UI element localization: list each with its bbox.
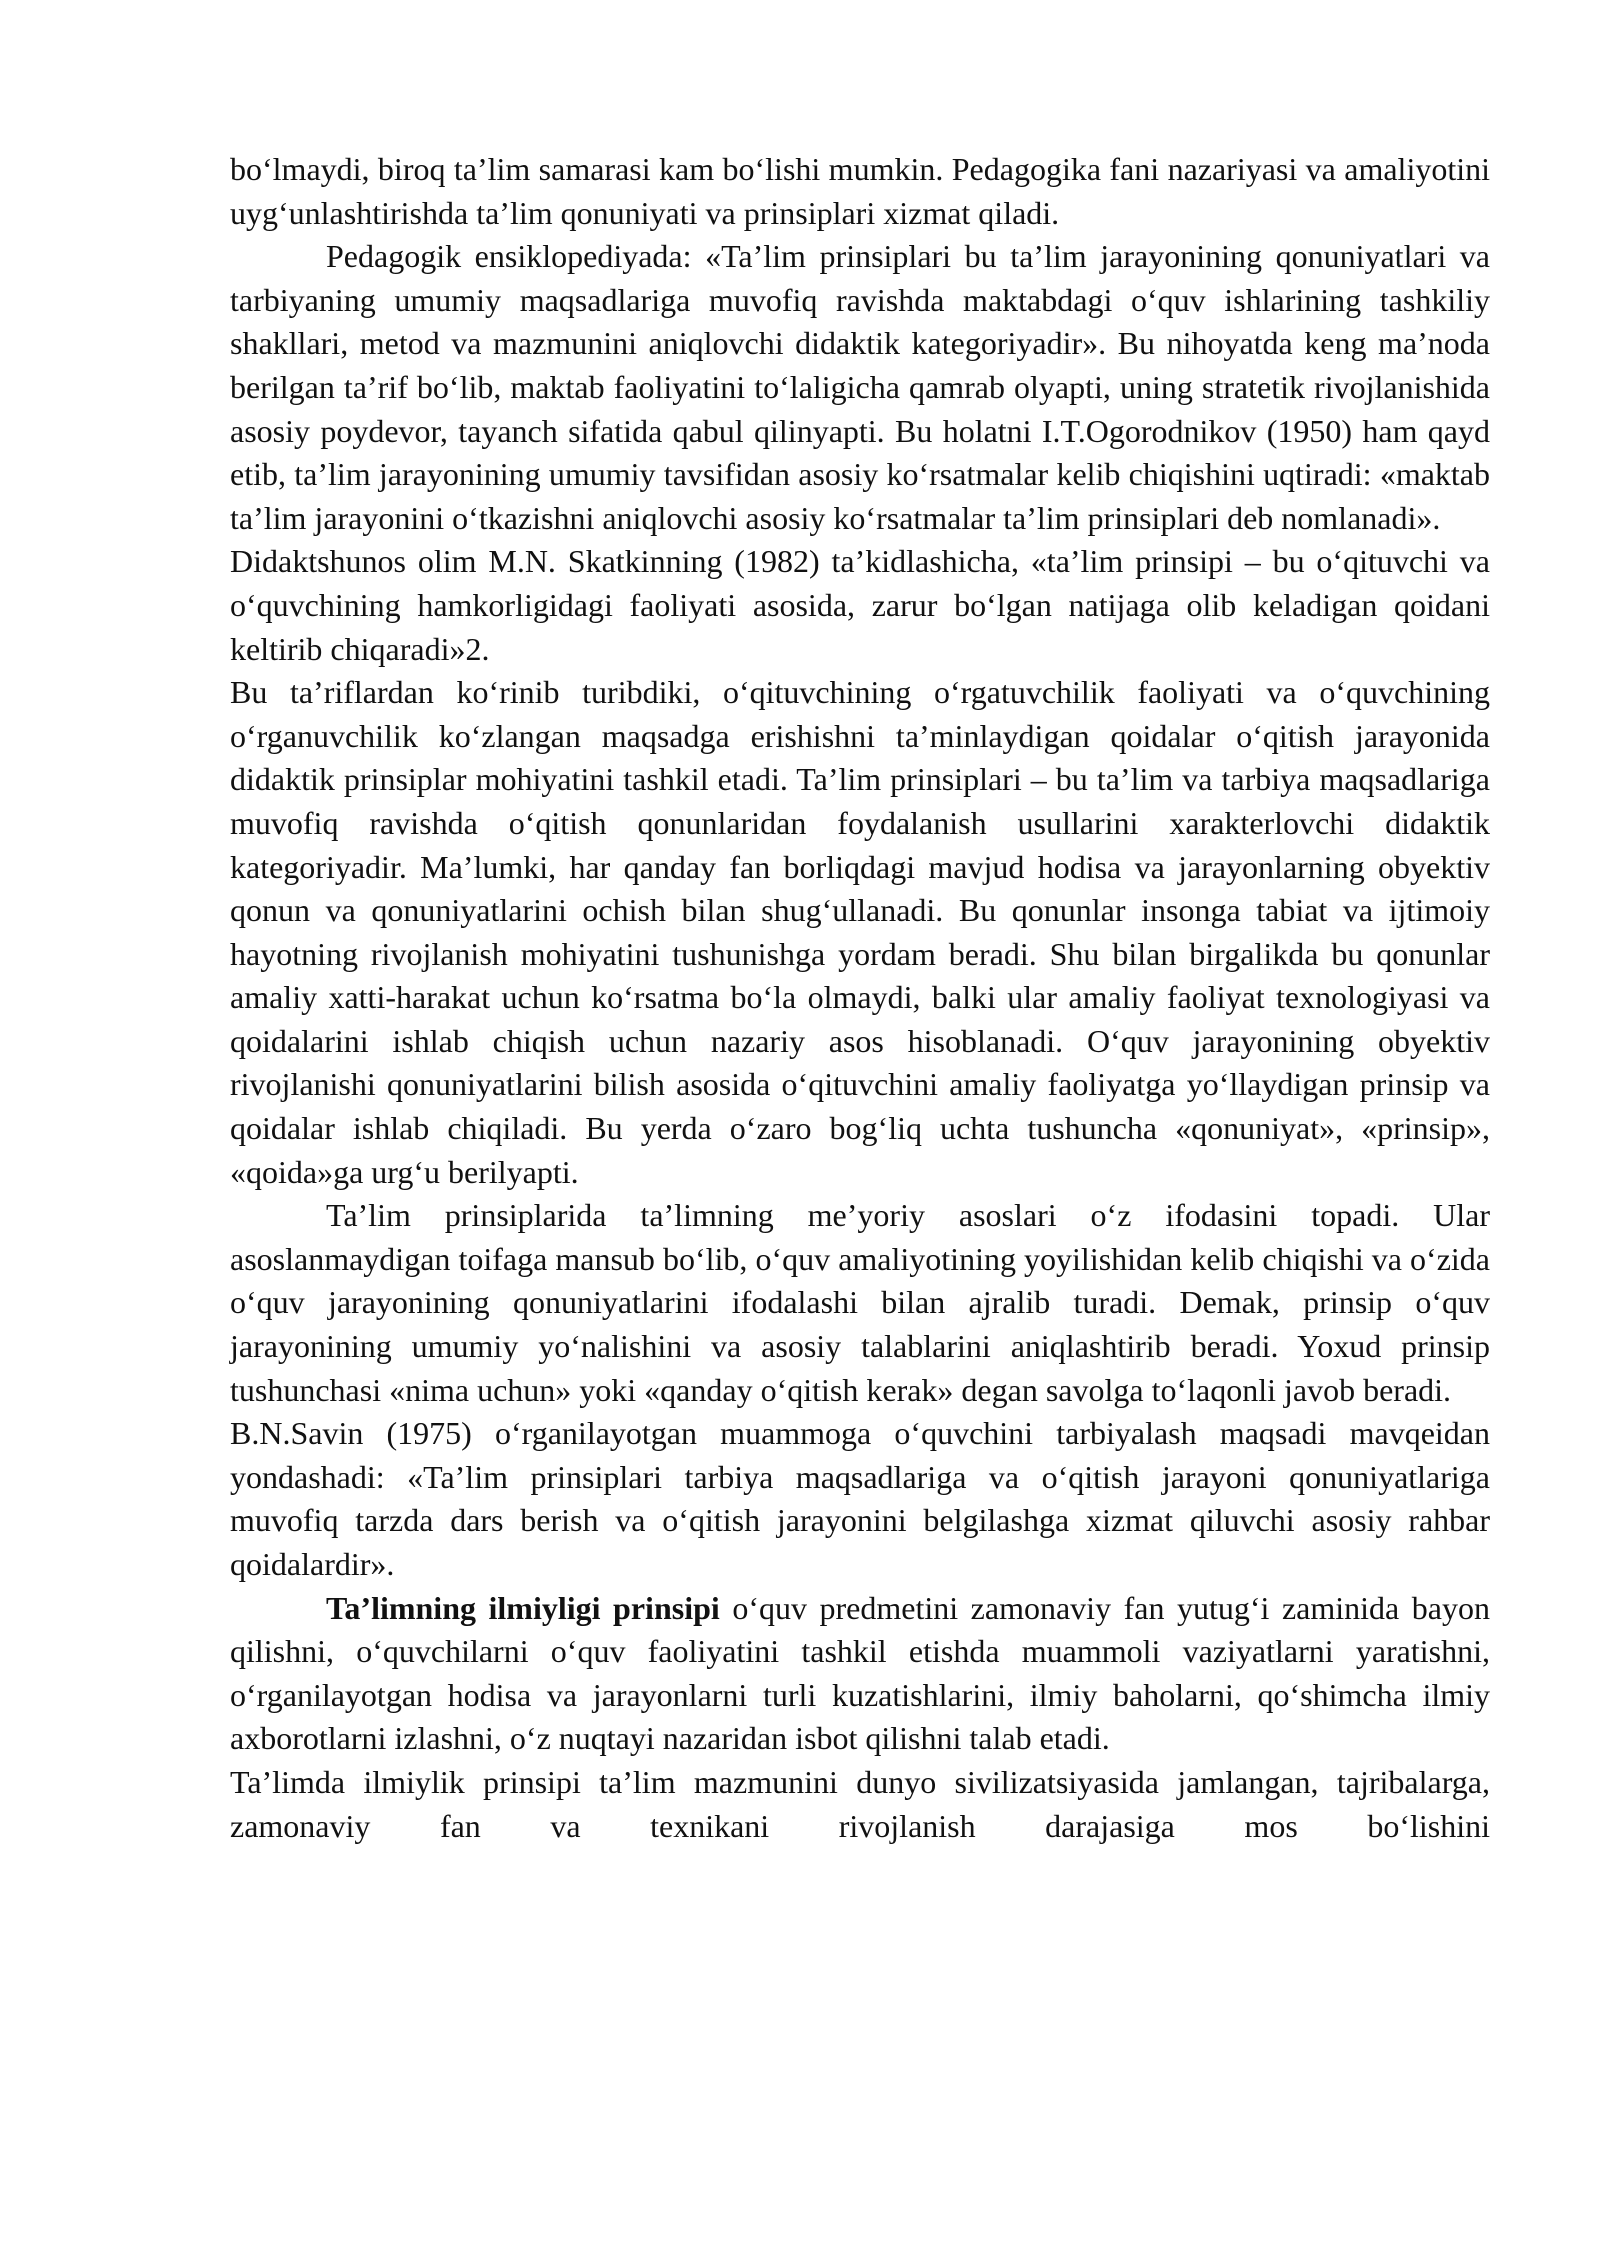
paragraph-8: Taʼlimda ilmiylik prinsipi taʼlim mazmunini dunyo sivilizatsiyasida jamlangan, tajribalarga, zamonaviy fan va texnikani rivojlanish darajasiga mos boʻlishini bbox=[230, 1763, 1490, 1844]
paragraph-6: B.N.Savin (1975) oʻrganilayotgan muammoga oʻquvchini tarbiyalash maqsadi mavqeidan yondashadi: «Taʼlim prinsiplari tarbiya maqsadlariga va oʻqitish jarayoni qonuniyatlariga muvofiq tarzda dars berish va oʻqitish jarayonini belgilashga xizmat qiluvchi asosiy rahbar qoidalardir». bbox=[230, 1415, 1490, 1582]
paragraph-3: Didaktshunos olim M.N. Skatkinning (1982) taʼkidlashicha, «taʼlim prinsipi – bu oʻqituvchi va oʻquvchining hamkorligidagi faoliyati asosida, zarur boʻlgan natijaga olib keladigan qoidani keltirib chiqaradi»2. bbox=[230, 543, 1490, 667]
paragraph-1: boʻlmaydi, biroq taʼlim samarasi kam boʻlishi mumkin. Pedagogika fani nazariyasi va amaliyotini uygʻunlashtirishda taʼlim qonuniyati va prinsiplari xizmat qiladi. bbox=[230, 151, 1490, 231]
paragraph-7 bbox=[230, 1587, 1490, 1761]
paragraph-2: Pedagogik ensiklopediyada: «Taʼlim prinsiplari bu taʼlim jarayonining qonuniyatlari va tarbiyaning umumiy maqsadlariga muvofiq ravishda maktabdagi oʻquv ishlarining tashkiliy shakllari, metod va mazmunini aniqlovchi didaktik kategoriyadir». Bu nihoyatda keng maʼnoda berilgan taʼrif boʻlib, maktab faoliyatini toʻlaligicha qamrab olyapti, uning stratetik rivojlanishida asosiy poydevor, tayanch sifatida qabul qilinyapti. Bu holatni I.T.Ogorodnikov (1950) ham qayd etib, taʼlim jarayonining umumiy tavsifidan asosiy koʻrsatmalar kelib chiqishini uqtiradi: «maktab taʼlim jarayonini oʻtkazishni aniqlovchi asosiy koʻrsatmalar taʼlim prinsiplari deb nomlanadi». bbox=[230, 238, 1490, 536]
document-page bbox=[230, 148, 1490, 1848]
principle-term-bold: Taʼlimning ilmiyligi prinsipi bbox=[326, 1589, 720, 1626]
paragraph-4: Bu taʼriflardan koʻrinib turibdiki, oʻqituvchining oʻrgatuvchilik faoliyati va oʻquvchining oʻrganuvchilik koʻzlangan maqsadga erishishni taʼminlaydigan qoidalar oʻqitish jarayonida didaktik prinsiplar mohiyatini tashkil etadi. Taʼlim prinsiplari – bu taʼlim va tarbiya maqsadlariga muvofiq ravishda oʻqitish qonunlaridan foydalanish usullarini xarakterlovchi didaktik kategoriyadir. Maʼlumki, har qanday fan borliqdagi mavjud hodisa va jarayonlarning obyektiv qonun va qonuniyatlarini ochish bilan shugʻullanadi. Bu qonunlar insonga tabiat va ijtimoiy hayotning rivojlanish mohiyatini tushunishga yordam beradi. Shu bilan birgalikda bu qonunlar amaliy xatti-harakat uchun koʻrsatma boʻla olmaydi, balki ular amaliy faoliyat texnologiyasi va qoidalarini ishlab chiqish uchun nazariy asos hisoblanadi. Oʻquv jarayonining obyektiv rivojlanishi qonuniyatlarini bilish asosida oʻqituvchini amaliy faoliyatga yoʻllaydigan prinsip va qoidalar ishlab chiqiladi. Bu yerda oʻzaro bogʻliq uchta tushuncha «qonuniyat», «prinsip», «qoida»ga urgʻu berilyapti. bbox=[230, 674, 1490, 1190]
principle-description: oʻquv predmetini zamonaviy fan yutugʻi zaminida bayon qilishni, oʻquvchilarni oʻquv faoliyatini tashkil etishda muammoli vaziyatlarni yaratishni, oʻrganilayotgan hodisa va jarayonlarni turli kuzatishlarini, ilmiy baholarni, qoʻshimcha ilmiy axborotlarni izlashni, oʻz nuqtayi nazaridan isbot qilishni talab etadi. bbox=[230, 1589, 1491, 1757]
paragraph-5: Taʼlim prinsiplarida taʼlimning meʼyoriy asoslari oʻz ifodasini topadi. Ular asoslanmaydigan toifaga mansub boʻlib, oʻquv amaliyotining yoyilishidan kelib chiqishi va oʻzida oʻquv jarayonining qonuniyatlarini ifodalashi bilan ajralib turadi. Demak, prinsip oʻquv jarayonining umumiy yoʻnalishini va asosiy talablarini aniqlashtirib beradi. Yoxud prinsip tushunchasi «nima uchun» yoki «qanday oʻqitish kerak» degan savolga toʻlaqonli javob beradi. bbox=[230, 1197, 1490, 1408]
